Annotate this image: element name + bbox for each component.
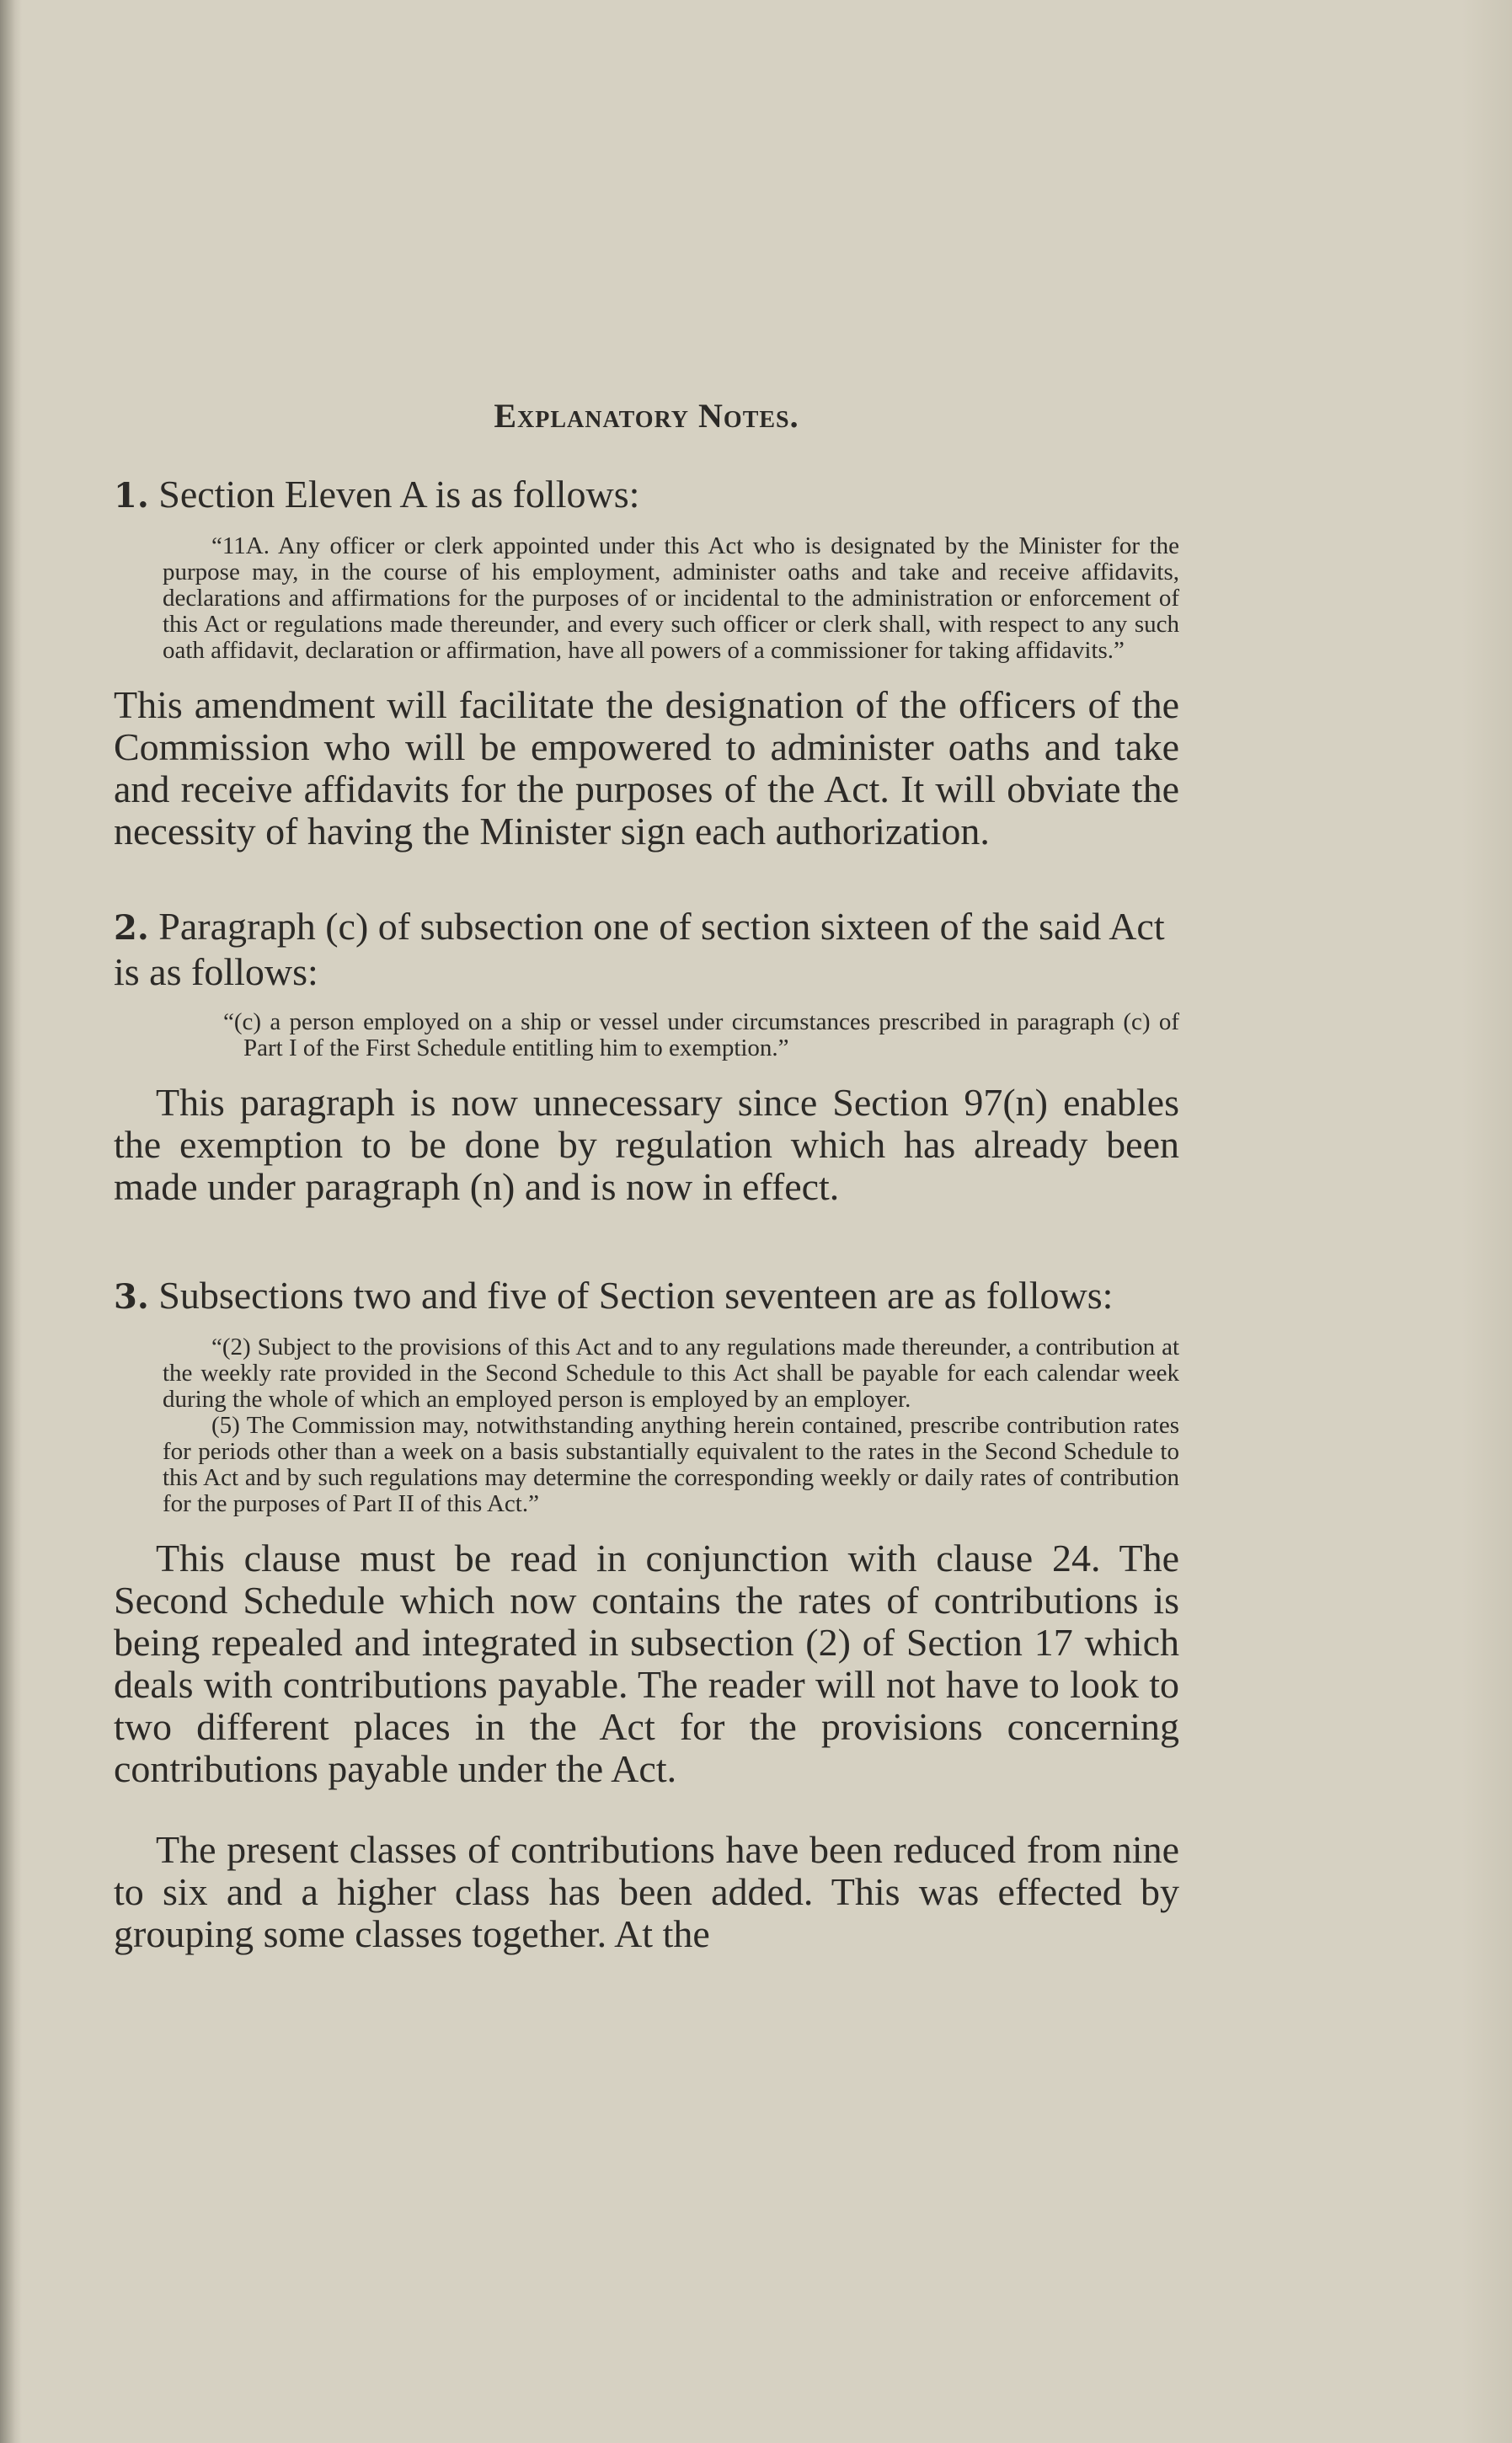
section-3-quote-para-1: “(2) Subject to the provisions of this Act and to any regulations made thereunder, a contribution at the weekly rate provided in the Second Schedule to this Act shall be payable for each calendar week during the whole of which an employed person is employed by an employer. (163, 1334, 1179, 1413)
document-page (114, 396, 1179, 1955)
section-1-quote (163, 533, 1179, 664)
section-3 (114, 1274, 1179, 1955)
section-2-explanation: This paragraph is now unnecessary since Section 97(n) enables the exemption to be done by regulation which has already been made under paragraph (n) and is now in effect. (114, 1081, 1179, 1208)
section-3-number: 3. (114, 1277, 149, 1317)
section-2-number: 2. (114, 908, 149, 948)
section-1-intro-text: Section Eleven A is as follows: (158, 473, 640, 516)
section-3-explanation-1: This clause must be read in conjunction with clause 24. The Second Schedule which now contains the rates of contributions is being repealed and integrated in subsection (2) of Section 17 which deals with contributions payable. The reader will not have to look to two different places in the Act for the provisions concerning contributions payable under the Act. (114, 1537, 1179, 1790)
section-1-number: 1. (114, 476, 149, 516)
section-1 (114, 473, 1179, 853)
section-2 (114, 905, 1179, 1208)
page-binding-edge (0, 0, 22, 2443)
section-1-quote-para: “11A. Any officer or clerk appointed under this Act who is designated by the Minister for the purpose may, in the course of his employment, administer oaths and take and receive affidavits, declarations and affirmations for the purposes of or incidental to the administration or enforcement of this Act or regulations made thereunder, and every such officer or clerk shall, with respect to any such oath affidavit, declaration or affirmation, have all powers of a commissioner for taking affidavits.” (163, 532, 1179, 664)
section-2-quote (223, 1009, 1179, 1061)
section-1-explanation: This amendment will facilitate the designation of the officers of the Commission who will be empowered to administer oaths and take and receive affidavits for the purposes of the Act. It will obviate the necessity of having the Minister sign each authorization. (114, 683, 1179, 853)
section-2-intro-text: Paragraph (c) of subsection one of section sixteen of the said Act is as follows: (114, 905, 1165, 993)
page-heading: Explanatory Notes. (494, 397, 799, 435)
section-3-quote (163, 1334, 1179, 1517)
section-3-quote-para-2: (5) The Commission may, notwithstanding anything herein contained, prescribe contribution rates for periods other than a week on a basis substantially equivalent to the rates in the Second Schedule to this Act and by such regulations may determine the corresponding weekly or daily rates of contribution for the purposes of Part II of this Act.” (163, 1412, 1179, 1517)
section-2-quote-para: “(c) a person employed on a ship or vessel under circumstances prescribed in paragraph (c) of Part I of the First Schedule entitling him to exemption.” (223, 1008, 1179, 1061)
section-1-intro (114, 473, 1179, 518)
page-shade (1461, 0, 1512, 2443)
section-3-explanation-2: The present classes of contributions have been reduced from nine to six and a higher class has been added. This was effected by grouping some classes together. At the (114, 1828, 1179, 1955)
section-3-intro-text: Subsections two and five of Section seventeen are as follows: (158, 1274, 1114, 1317)
section-2-intro (114, 905, 1179, 994)
section-3-intro (114, 1274, 1179, 1319)
